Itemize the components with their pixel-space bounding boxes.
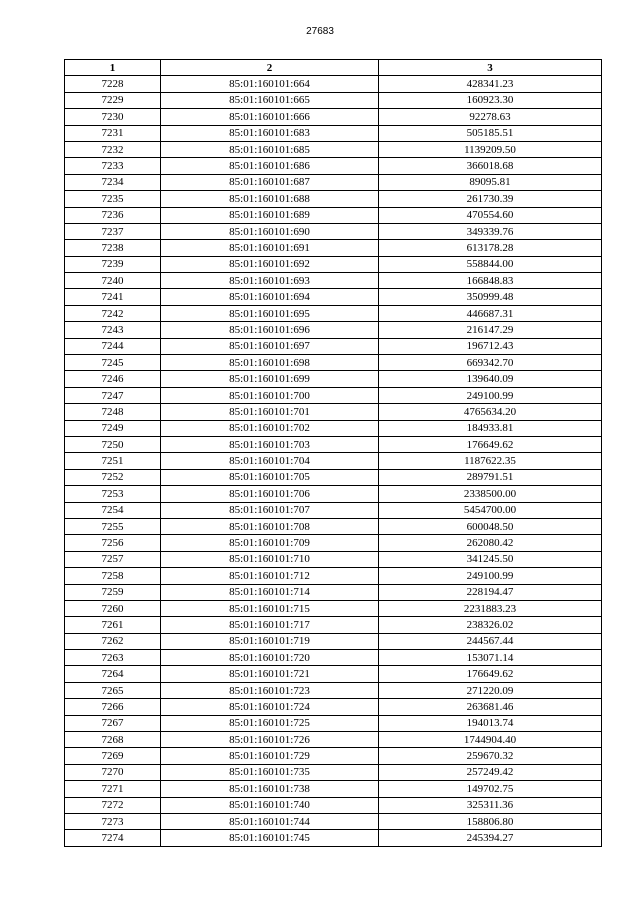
row-number-cell: 7230 — [65, 109, 161, 125]
value-cell: 249100.99 — [379, 387, 602, 403]
value-cell: 259670.32 — [379, 748, 602, 764]
row-number-cell: 7252 — [65, 469, 161, 485]
cadastral-number-cell: 85:01:160101:707 — [161, 502, 379, 518]
row-number-cell: 7245 — [65, 355, 161, 371]
table-row — [65, 551, 602, 567]
cadastral-number-cell: 85:01:160101:706 — [161, 486, 379, 502]
table-row — [65, 600, 602, 616]
cadastral-number-cell: 85:01:160101:697 — [161, 338, 379, 354]
value-cell: 1744904.40 — [379, 732, 602, 748]
value-cell: 176649.62 — [379, 666, 602, 682]
cadastral-number-cell: 85:01:160101:699 — [161, 371, 379, 387]
row-number-cell: 7267 — [65, 715, 161, 731]
cadastral-number-cell: 85:01:160101:725 — [161, 715, 379, 731]
table-row — [65, 273, 602, 289]
value-cell: 89095.81 — [379, 174, 602, 190]
cadastral-number-cell: 85:01:160101:712 — [161, 568, 379, 584]
table-row — [65, 633, 602, 649]
cadastral-number-cell: 85:01:160101:700 — [161, 387, 379, 403]
page-number: 27683 — [306, 26, 334, 37]
cadastral-number-cell: 85:01:160101:702 — [161, 420, 379, 436]
row-number-cell: 7251 — [65, 453, 161, 469]
value-cell: 428341.23 — [379, 76, 602, 92]
row-number-cell: 7272 — [65, 797, 161, 813]
table-row — [65, 174, 602, 190]
cadastral-number-cell: 85:01:160101:740 — [161, 797, 379, 813]
table-row — [65, 650, 602, 666]
table-row — [65, 76, 602, 92]
data-table — [64, 59, 602, 847]
table-row — [65, 289, 602, 305]
value-cell: 2231883.23 — [379, 600, 602, 616]
value-cell: 2338500.00 — [379, 486, 602, 502]
value-cell: 139640.09 — [379, 371, 602, 387]
value-cell: 289791.51 — [379, 469, 602, 485]
value-cell: 196712.43 — [379, 338, 602, 354]
value-cell: 261730.39 — [379, 191, 602, 207]
value-cell: 262080.42 — [379, 535, 602, 551]
row-number-cell: 7232 — [65, 141, 161, 157]
value-cell: 470554.60 — [379, 207, 602, 223]
table-row — [65, 92, 602, 108]
row-number-cell: 7234 — [65, 174, 161, 190]
table-body — [65, 76, 602, 846]
row-number-cell: 7236 — [65, 207, 161, 223]
table-row — [65, 469, 602, 485]
cadastral-number-cell: 85:01:160101:692 — [161, 256, 379, 272]
table-row — [65, 338, 602, 354]
table-row — [65, 715, 602, 731]
cadastral-number-cell: 85:01:160101:694 — [161, 289, 379, 305]
row-number-cell: 7237 — [65, 223, 161, 239]
table-row — [65, 141, 602, 157]
row-number-cell: 7261 — [65, 617, 161, 633]
cadastral-number-cell: 85:01:160101:666 — [161, 109, 379, 125]
row-number-cell: 7273 — [65, 813, 161, 829]
value-cell: 271220.09 — [379, 682, 602, 698]
cadastral-number-cell: 85:01:160101:735 — [161, 764, 379, 780]
row-number-cell: 7255 — [65, 518, 161, 534]
table-row — [65, 371, 602, 387]
table-row — [65, 781, 602, 797]
value-cell: 158806.80 — [379, 813, 602, 829]
table-row — [65, 404, 602, 420]
cadastral-number-cell: 85:01:160101:729 — [161, 748, 379, 764]
row-number-cell: 7246 — [65, 371, 161, 387]
cadastral-number-cell: 85:01:160101:689 — [161, 207, 379, 223]
table-row — [65, 682, 602, 698]
value-cell: 149702.75 — [379, 781, 602, 797]
value-cell: 257249.42 — [379, 764, 602, 780]
value-cell: 245394.27 — [379, 830, 602, 846]
value-cell: 176649.62 — [379, 436, 602, 452]
cadastral-number-cell: 85:01:160101:695 — [161, 305, 379, 321]
row-number-cell: 7244 — [65, 338, 161, 354]
value-cell: 1139209.50 — [379, 141, 602, 157]
row-number-cell: 7266 — [65, 699, 161, 715]
value-cell: 238326.02 — [379, 617, 602, 633]
row-number-cell: 7242 — [65, 305, 161, 321]
column-header: 2 — [161, 60, 379, 76]
value-cell: 446687.31 — [379, 305, 602, 321]
cadastral-number-cell: 85:01:160101:704 — [161, 453, 379, 469]
row-number-cell: 7243 — [65, 322, 161, 338]
cadastral-number-cell: 85:01:160101:691 — [161, 240, 379, 256]
row-number-cell: 7240 — [65, 273, 161, 289]
row-number-cell: 7241 — [65, 289, 161, 305]
row-number-cell: 7235 — [65, 191, 161, 207]
value-cell: 669342.70 — [379, 355, 602, 371]
value-cell: 613178.28 — [379, 240, 602, 256]
row-number-cell: 7274 — [65, 830, 161, 846]
value-cell: 4765634.20 — [379, 404, 602, 420]
cadastral-number-cell: 85:01:160101:715 — [161, 600, 379, 616]
table-row — [65, 535, 602, 551]
table-row — [65, 486, 602, 502]
value-cell: 153071.14 — [379, 650, 602, 666]
cadastral-number-cell: 85:01:160101:687 — [161, 174, 379, 190]
table-row — [65, 223, 602, 239]
table-row — [65, 322, 602, 338]
value-cell: 1187622.35 — [379, 453, 602, 469]
cadastral-number-cell: 85:01:160101:664 — [161, 76, 379, 92]
value-cell: 184933.81 — [379, 420, 602, 436]
row-number-cell: 7269 — [65, 748, 161, 764]
table-row — [65, 699, 602, 715]
table-row — [65, 764, 602, 780]
table-row — [65, 748, 602, 764]
table-row — [65, 387, 602, 403]
value-cell: 216147.29 — [379, 322, 602, 338]
table-row — [65, 436, 602, 452]
table-row — [65, 584, 602, 600]
value-cell: 166848.83 — [379, 273, 602, 289]
cadastral-number-cell: 85:01:160101:726 — [161, 732, 379, 748]
table-row — [65, 109, 602, 125]
table-row — [65, 305, 602, 321]
value-cell: 349339.76 — [379, 223, 602, 239]
row-number-cell: 7257 — [65, 551, 161, 567]
cadastral-number-cell: 85:01:160101:723 — [161, 682, 379, 698]
table-row — [65, 240, 602, 256]
value-cell: 325311.36 — [379, 797, 602, 813]
cadastral-number-cell: 85:01:160101:683 — [161, 125, 379, 141]
table-row — [65, 125, 602, 141]
cadastral-number-cell: 85:01:160101:745 — [161, 830, 379, 846]
cadastral-number-cell: 85:01:160101:709 — [161, 535, 379, 551]
table-row — [65, 568, 602, 584]
row-number-cell: 7249 — [65, 420, 161, 436]
cadastral-number-cell: 85:01:160101:696 — [161, 322, 379, 338]
row-number-cell: 7247 — [65, 387, 161, 403]
table-row — [65, 813, 602, 829]
cadastral-number-cell: 85:01:160101:705 — [161, 469, 379, 485]
table-row — [65, 207, 602, 223]
table-row — [65, 191, 602, 207]
value-cell: 263681.46 — [379, 699, 602, 715]
row-number-cell: 7238 — [65, 240, 161, 256]
value-cell: 249100.99 — [379, 568, 602, 584]
row-number-cell: 7259 — [65, 584, 161, 600]
row-number-cell: 7260 — [65, 600, 161, 616]
cadastral-number-cell: 85:01:160101:710 — [161, 551, 379, 567]
cadastral-number-cell: 85:01:160101:738 — [161, 781, 379, 797]
cadastral-number-cell: 85:01:160101:698 — [161, 355, 379, 371]
value-cell: 194013.74 — [379, 715, 602, 731]
row-number-cell: 7265 — [65, 682, 161, 698]
cadastral-number-cell: 85:01:160101:686 — [161, 158, 379, 174]
value-cell: 350999.48 — [379, 289, 602, 305]
table-row — [65, 797, 602, 813]
cadastral-number-cell: 85:01:160101:703 — [161, 436, 379, 452]
cadastral-number-cell: 85:01:160101:717 — [161, 617, 379, 633]
table-row — [65, 355, 602, 371]
table-row — [65, 732, 602, 748]
cadastral-number-cell: 85:01:160101:688 — [161, 191, 379, 207]
cadastral-number-cell: 85:01:160101:719 — [161, 633, 379, 649]
row-number-cell: 7228 — [65, 76, 161, 92]
value-cell: 505185.51 — [379, 125, 602, 141]
table-row — [65, 453, 602, 469]
value-cell: 244567.44 — [379, 633, 602, 649]
value-cell: 341245.50 — [379, 551, 602, 567]
row-number-cell: 7263 — [65, 650, 161, 666]
value-cell: 228194.47 — [379, 584, 602, 600]
cadastral-number-cell: 85:01:160101:720 — [161, 650, 379, 666]
row-number-cell: 7256 — [65, 535, 161, 551]
value-cell: 366018.68 — [379, 158, 602, 174]
table-row — [65, 158, 602, 174]
row-number-cell: 7262 — [65, 633, 161, 649]
value-cell: 92278.63 — [379, 109, 602, 125]
row-number-cell: 7248 — [65, 404, 161, 420]
cadastral-number-cell: 85:01:160101:714 — [161, 584, 379, 600]
row-number-cell: 7239 — [65, 256, 161, 272]
cadastral-number-cell: 85:01:160101:744 — [161, 813, 379, 829]
table-row — [65, 518, 602, 534]
header-row — [65, 60, 602, 76]
row-number-cell: 7264 — [65, 666, 161, 682]
row-number-cell: 7270 — [65, 764, 161, 780]
row-number-cell: 7258 — [65, 568, 161, 584]
column-header: 1 — [65, 60, 161, 76]
cadastral-number-cell: 85:01:160101:690 — [161, 223, 379, 239]
cadastral-number-cell: 85:01:160101:693 — [161, 273, 379, 289]
row-number-cell: 7233 — [65, 158, 161, 174]
table-row — [65, 420, 602, 436]
value-cell: 160923.30 — [379, 92, 602, 108]
cadastral-number-cell: 85:01:160101:724 — [161, 699, 379, 715]
table-header — [65, 60, 602, 76]
table-row — [65, 617, 602, 633]
column-header: 3 — [379, 60, 602, 76]
row-number-cell: 7250 — [65, 436, 161, 452]
table-row — [65, 502, 602, 518]
row-number-cell: 7268 — [65, 732, 161, 748]
row-number-cell: 7253 — [65, 486, 161, 502]
value-cell: 600048.50 — [379, 518, 602, 534]
table-row — [65, 830, 602, 846]
cadastral-number-cell: 85:01:160101:721 — [161, 666, 379, 682]
cadastral-number-cell: 85:01:160101:701 — [161, 404, 379, 420]
row-number-cell: 7254 — [65, 502, 161, 518]
value-cell: 558844.00 — [379, 256, 602, 272]
table-row — [65, 256, 602, 272]
row-number-cell: 7231 — [65, 125, 161, 141]
cadastral-number-cell: 85:01:160101:685 — [161, 141, 379, 157]
cadastral-number-cell: 85:01:160101:708 — [161, 518, 379, 534]
row-number-cell: 7271 — [65, 781, 161, 797]
table-row — [65, 666, 602, 682]
value-cell: 5454700.00 — [379, 502, 602, 518]
cadastral-number-cell: 85:01:160101:665 — [161, 92, 379, 108]
row-number-cell: 7229 — [65, 92, 161, 108]
